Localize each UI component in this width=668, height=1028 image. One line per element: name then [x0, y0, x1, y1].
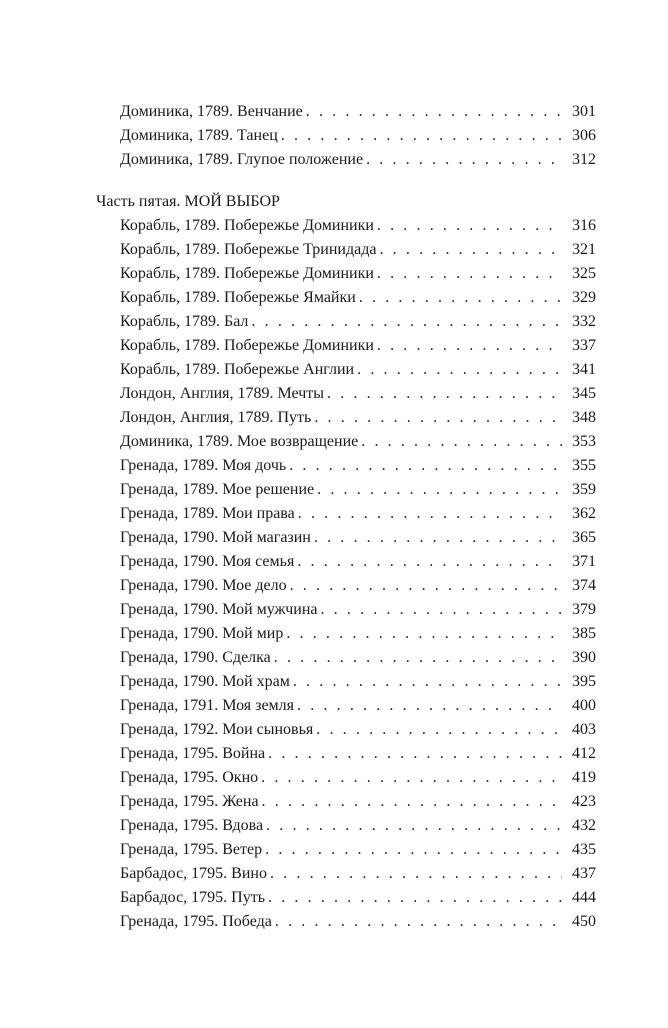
toc-entry [120, 406, 596, 430]
dot-leader [377, 214, 562, 238]
dot-leader [377, 262, 562, 286]
toc-entry-page-number: 332 [572, 313, 596, 330]
toc-entry [120, 790, 596, 814]
toc-entry-title: Лондон, Англия, 1789. Путь [120, 409, 312, 426]
toc-entry [120, 646, 596, 670]
toc-entry [120, 262, 596, 286]
toc-entry-title: Корабль, 1789. Побережье Доминики [120, 265, 374, 282]
dot-leader [251, 310, 562, 334]
dot-leader [298, 502, 562, 526]
toc-entry-page-number: 450 [572, 913, 596, 930]
dot-leader [275, 910, 562, 934]
toc-entry-page-number: 444 [572, 889, 596, 906]
toc-entry-page-number: 348 [572, 409, 596, 426]
toc-entry-page-number: 321 [572, 241, 596, 258]
toc-entry-page-number: 362 [572, 505, 596, 522]
toc-entry-page-number: 379 [572, 601, 596, 618]
toc-entry [120, 838, 596, 862]
toc-entry-title: Гренада, 1790. Мой магазин [120, 529, 311, 546]
toc-entry [120, 550, 596, 574]
toc-entry-page-number: 329 [572, 289, 596, 306]
toc-entry-title: Гренада, 1792. Мои сыновья [120, 721, 314, 738]
dot-leader [293, 670, 562, 694]
toc-entry-title: Гренада, 1795. Война [120, 745, 266, 762]
toc-entry [120, 286, 596, 310]
toc-entry-title: Гренада, 1790. Сделка [120, 649, 271, 666]
dot-leader [286, 622, 562, 646]
toc-entry-title: Доминика, 1789. Мое возвращение [120, 433, 359, 450]
toc-entry-page-number: 395 [572, 673, 596, 690]
dot-leader [262, 790, 562, 814]
toc-entry-page-number: 353 [572, 433, 596, 450]
dot-leader [297, 694, 562, 718]
dot-leader [361, 430, 562, 454]
dot-leader [316, 718, 562, 742]
toc-entry [120, 124, 596, 148]
toc-entry-title: Гренада, 1789. Моя дочь [120, 457, 287, 474]
toc-entry [120, 694, 596, 718]
toc-entry-page-number: 325 [572, 265, 596, 282]
toc-entry [120, 430, 596, 454]
toc-entry [120, 310, 596, 334]
dot-leader [359, 286, 562, 310]
dot-leader [268, 886, 562, 910]
toc-entry-title: Гренада, 1795. Ветер [120, 841, 263, 858]
toc-entry-page-number: 403 [572, 721, 596, 738]
toc-entry [120, 670, 596, 694]
dot-leader [306, 100, 562, 124]
part-heading: Часть пятая. МОЙ ВЫБОР [96, 193, 280, 210]
dot-leader [266, 814, 562, 838]
toc-entry [120, 382, 596, 406]
dot-leader [314, 526, 562, 550]
toc-group-part-four-tail [96, 100, 596, 172]
toc-entry-title: Доминика, 1789. Глупое положение [120, 151, 364, 168]
toc-entry [120, 766, 596, 790]
dot-leader [314, 406, 562, 430]
toc-entry-page-number: 371 [572, 553, 596, 570]
toc-entry-page-number: 423 [572, 793, 596, 810]
toc-entry-page-number: 312 [572, 151, 596, 168]
toc-entry-page-number: 419 [572, 769, 596, 786]
dot-leader [320, 598, 562, 622]
toc-entry-title: Корабль, 1789. Бал [120, 313, 249, 330]
toc-entry-title: Гренада, 1790. Мой мир [120, 625, 284, 642]
toc-entry-title: Лондон, Англия, 1789. Мечты [120, 385, 324, 402]
toc-entry-title: Барбадос, 1795. Вино [120, 865, 267, 882]
dot-leader [366, 148, 562, 172]
toc-entry-page-number: 437 [572, 865, 596, 882]
toc-entry-title: Корабль, 1789. Побережье Доминики [120, 337, 374, 354]
toc-entry-title: Гренада, 1795. Вдова [120, 817, 264, 834]
dot-leader [265, 838, 562, 862]
toc-entry-title: Корабль, 1789. Побережье Ямайки [120, 289, 356, 306]
dot-leader [377, 334, 562, 358]
toc-entry-page-number: 365 [572, 529, 596, 546]
toc-entry-page-number: 400 [572, 697, 596, 714]
toc-entry-page-number: 385 [572, 625, 596, 642]
toc-group-part-five [96, 214, 596, 934]
dot-leader [290, 574, 562, 598]
toc-entry-page-number: 306 [572, 127, 596, 144]
dot-leader [281, 124, 562, 148]
toc-entry-page-number: 359 [572, 481, 596, 498]
toc-entry-title: Гренада, 1795. Жена [120, 793, 259, 810]
toc-entry [120, 574, 596, 598]
dot-leader [268, 742, 562, 766]
toc-entry-title: Гренада, 1790. Моя семья [120, 553, 295, 570]
toc-entry [120, 148, 596, 172]
toc-entry-page-number: 301 [572, 103, 596, 120]
dot-leader [379, 238, 562, 262]
toc-entry [120, 886, 596, 910]
toc-entry-title: Барбадос, 1795. Путь [120, 889, 266, 906]
toc-entry-title: Гренада, 1789. Мои права [120, 505, 295, 522]
toc-entry-page-number: 337 [572, 337, 596, 354]
toc-entry [120, 334, 596, 358]
dot-leader [297, 550, 562, 574]
toc-entry [120, 718, 596, 742]
toc-entry [120, 742, 596, 766]
toc-entry [120, 454, 596, 478]
dot-leader [357, 358, 562, 382]
dot-leader [261, 766, 562, 790]
toc-entry-title: Гренада, 1795. Победа [120, 913, 272, 930]
toc-entry [120, 214, 596, 238]
toc-entry-page-number: 435 [572, 841, 596, 858]
toc-entry-title: Гренада, 1790. Мой храм [120, 673, 290, 690]
toc-entry-page-number: 390 [572, 649, 596, 666]
dot-leader [327, 382, 562, 406]
toc-entry [120, 100, 596, 124]
toc-entry-page-number: 316 [572, 217, 596, 234]
dot-leader [270, 862, 562, 886]
toc-entry [120, 526, 596, 550]
toc-entry [120, 814, 596, 838]
toc-entry-title: Гренада, 1791. Моя земля [120, 697, 295, 714]
toc-entry [120, 358, 596, 382]
toc-entry-title: Гренада, 1790. Мой мужчина [120, 601, 318, 618]
toc-entry-title: Доминика, 1789. Венчание [120, 103, 303, 120]
toc-entry-title: Корабль, 1789. Побережье Доминики [120, 217, 374, 234]
toc-entry [120, 862, 596, 886]
table-of-contents [96, 100, 596, 934]
toc-entry-title: Гренада, 1789. Мое решение [120, 481, 315, 498]
toc-entry-page-number: 341 [572, 361, 596, 378]
toc-entry-page-number: 345 [572, 385, 596, 402]
dot-leader [289, 454, 562, 478]
toc-entry-page-number: 432 [572, 817, 596, 834]
toc-entry [120, 598, 596, 622]
toc-entry-title: Гренада, 1790. Мое дело [120, 577, 287, 594]
dot-leader [274, 646, 562, 670]
toc-entry [120, 238, 596, 262]
dot-leader [317, 478, 562, 502]
toc-entry-page-number: 412 [572, 745, 596, 762]
toc-entry-title: Доминика, 1789. Танец [120, 127, 278, 144]
toc-entry-page-number: 374 [572, 577, 596, 594]
toc-entry [120, 622, 596, 646]
toc-entry-title: Гренада, 1795. Окно [120, 769, 259, 786]
toc-entry-title: Корабль, 1789. Побережье Тринидада [120, 241, 377, 258]
toc-entry [120, 478, 596, 502]
toc-entry [120, 502, 596, 526]
toc-entry-title: Корабль, 1789. Побережье Англии [120, 361, 355, 378]
toc-entry [120, 910, 596, 934]
toc-entry-page-number: 355 [572, 457, 596, 474]
